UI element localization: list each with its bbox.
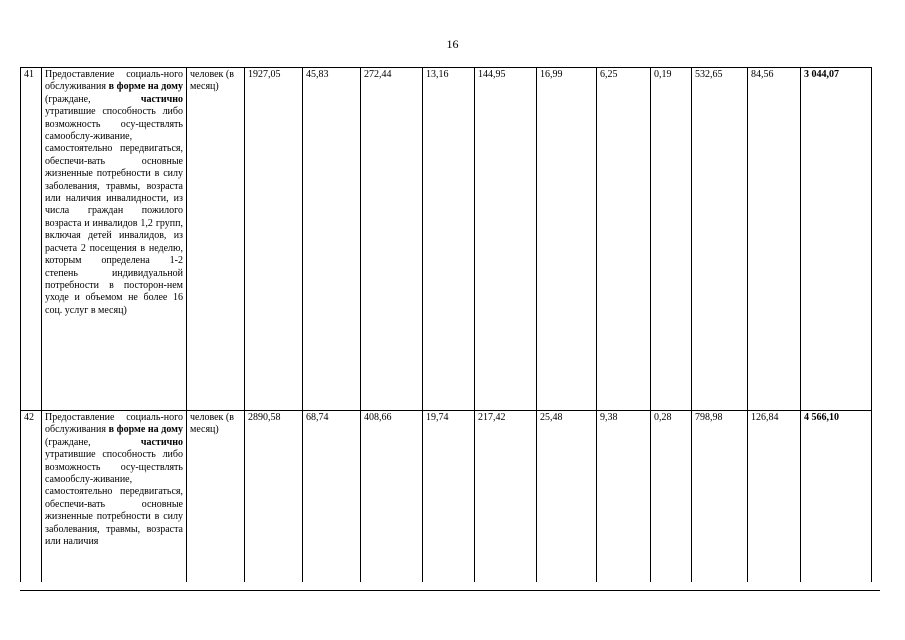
value-cell: 16,99 bbox=[537, 68, 597, 411]
description-text: (граждане, bbox=[45, 93, 141, 105]
value-cell: 217,42 bbox=[475, 411, 537, 583]
value-cell: 25,48 bbox=[537, 411, 597, 583]
description-text-bold: в форме на дому bbox=[108, 424, 183, 436]
value-cell: 272,44 bbox=[361, 68, 423, 411]
page-number: 16 bbox=[446, 37, 459, 51]
value-cell: 19,74 bbox=[423, 411, 475, 583]
description-text-bold: в форме на дому bbox=[108, 81, 183, 93]
description-text: утратившие способность либо возможность осу-ществлять самообслу-живание, самостоятельно передвигаться, обеспечи-вать основные жизненные потребности в силу заболевания, травмы, возраста или наличия bbox=[45, 449, 183, 548]
description-text-bold: частично bbox=[140, 436, 183, 448]
value-cell: 13,16 bbox=[423, 68, 475, 411]
description-text: (граждане, bbox=[45, 436, 141, 448]
description-text: Предоставление социаль-ного обслуживания bbox=[45, 69, 183, 93]
description-text-bold: частично bbox=[140, 93, 183, 105]
table-row bbox=[21, 68, 872, 411]
value-cell: 45,83 bbox=[303, 68, 361, 411]
services-table bbox=[20, 67, 872, 582]
value-cell: 408,66 bbox=[361, 411, 423, 583]
value-cell: 0,19 bbox=[651, 68, 692, 411]
total-cell: 4 566,10 bbox=[801, 411, 872, 583]
value-cell: 144,95 bbox=[475, 68, 537, 411]
row-number: 42 bbox=[21, 411, 42, 583]
value-cell: 126,84 bbox=[748, 411, 801, 583]
table-bottom-border bbox=[20, 590, 880, 591]
value-cell: 1927,05 bbox=[245, 68, 303, 411]
value-cell: 84,56 bbox=[748, 68, 801, 411]
description-text: утратившие способность либо возможность осу-ществлять самообслу-живание, самостоятельно передвигаться, обеспечи-вать основные жизненные потребности в силу заболевания, травмы, возраста или наличия инвалидности, из числа граждан пожилого возраста и инвалидов 1,2 групп, включая детей инвалидов, из расчета 2 посещения в неделю, которым определена 1-2 степень индивидуальной потребности в посторон-нем уходе и объемом не более 16 соц. услуг в месяц) bbox=[45, 106, 183, 316]
value-cell: 798,98 bbox=[692, 411, 748, 583]
value-cell: 532,65 bbox=[692, 68, 748, 411]
value-cell: 6,25 bbox=[597, 68, 651, 411]
unit-cell: человек (в месяц) bbox=[187, 68, 245, 411]
value-cell: 2890,58 bbox=[245, 411, 303, 583]
service-description bbox=[42, 68, 187, 411]
unit-cell: человек (в месяц) bbox=[187, 411, 245, 583]
row-number: 41 bbox=[21, 68, 42, 411]
total-cell: 3 044,07 bbox=[801, 68, 872, 411]
value-cell: 9,38 bbox=[597, 411, 651, 583]
value-cell: 0,28 bbox=[651, 411, 692, 583]
description-text: Предоставление социаль-ного обслуживания bbox=[45, 412, 183, 436]
value-cell: 68,74 bbox=[303, 411, 361, 583]
service-description bbox=[42, 411, 187, 583]
table-row bbox=[21, 411, 872, 583]
